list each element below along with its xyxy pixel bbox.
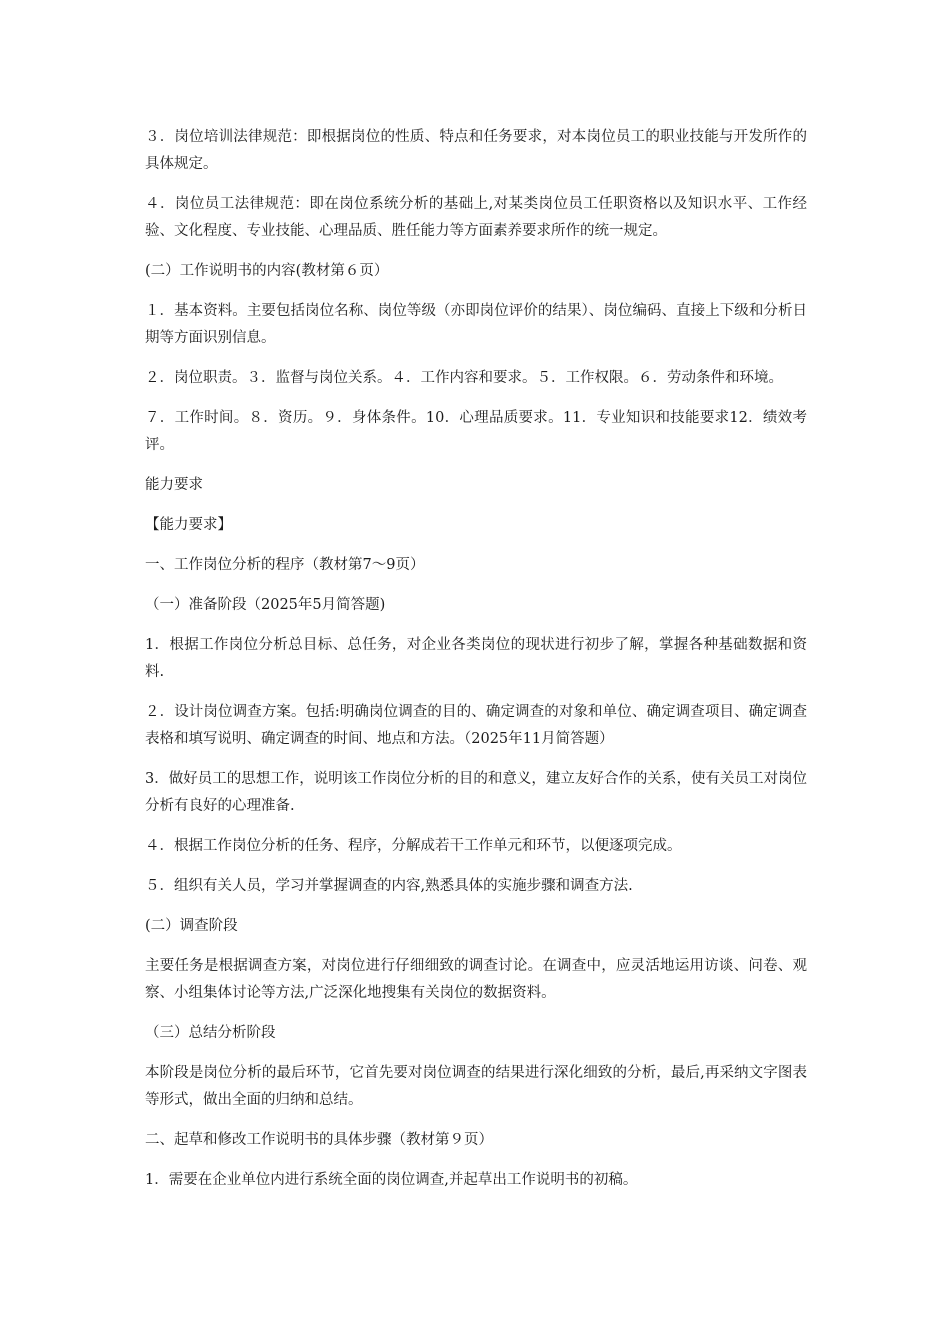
paragraph-post-training-law: ３．岗位培训法律规范：即根据岗位的性质、特点和任务要求，对本岗位员工的职业技能与开发所作的具体规定。: [145, 129, 807, 172]
paragraph-prep-step-4: ４．根据工作岗位分析的任务、程序，分解成若干工作单元和环节，以便逐项完成。: [145, 838, 682, 854]
paragraph-prep-step-5: ５．组织有关人员，学习并掌握调查的内容,熟悉具体的实施步骤和调查方法.: [145, 878, 633, 894]
paragraph-time-list: ７．工作时间。８．资历。９．身体条件。10．心理品质要求。11．专业知识和技能要求12．绩效考评。: [145, 410, 807, 453]
section-heading-analysis-procedure: 一、工作岗位分析的程序（教材第7～9页）: [145, 557, 425, 573]
subheading-summary-stage: （三）总结分析阶段: [145, 1025, 276, 1041]
paragraph-prep-step-1: 1．根据工作岗位分析总目标、总任务，对企业各类岗位的现状进行初步了解，掌握各种基础数据和资料.: [145, 637, 807, 680]
section-heading-drafting-steps: 二、起草和修改工作说明书的具体步骤（教材第９页）: [145, 1132, 493, 1148]
paragraph-prep-step-3: 3．做好员工的思想工作，说明该工作岗位分析的目的和意义，建立友好合作的关系，使有关员工对岗位分析有良好的心理准备.: [145, 771, 807, 814]
paragraph-drafting-step-1: 1．需要在企业单位内进行系统全面的岗位调查,并起草出工作说明书的初稿。: [145, 1172, 638, 1188]
document-body: [145, 124, 807, 1207]
subheading-survey-stage: (二）调查阶段: [145, 918, 238, 934]
paragraph-employee-law: ４．岗位员工法律规范：即在岗位系统分析的基础上,对某类岗位员工任职资格以及知识水平、工作经验、文化程度、专业技能、心理品质、胜任能力等方面素养要求所作的统一规定。: [145, 196, 807, 239]
subheading-preparation-stage: （一）准备阶段（2025年5月简答题): [145, 597, 386, 613]
paragraph-survey-stage: 主要任务是根据调查方案，对岗位进行仔细细致的调查讨论。在调查中，应灵活地运用访谈、问卷、观察、小组集体讨论等方法,广泛深化地搜集有关岗位的数据资料。: [145, 958, 807, 1001]
heading-ability-requirements-bracketed: 【能力要求】: [145, 517, 232, 533]
section-heading-job-description-content: (二）工作说明书的内容(教材第６页）: [145, 263, 389, 279]
paragraph-basic-info: １．基本资料。主要包括岗位名称、岗位等级（亦即岗位评价的结果）、岗位编码、直接上下级和分析日期等方面识别信息。: [145, 303, 807, 346]
paragraph-duties-list: ２．岗位职责。３．监督与岗位关系。４．工作内容和要求。５．工作权限。６．劳动条件和环境。: [145, 370, 783, 386]
paragraph-prep-step-2: ２．设计岗位调查方案。包括:明确岗位调查的目的、确定调查的对象和单位、确定调查项目、确定调查表格和填写说明、确定调查的时间、地点和方法。（2025年11月简答题）: [145, 704, 807, 747]
paragraph-summary-stage: 本阶段是岗位分析的最后环节，它首先要对岗位调查的结果进行深化细致的分析，最后,再采纳文字图表等形式，做出全面的归纳和总结。: [145, 1065, 807, 1108]
heading-ability-requirements: 能力要求: [145, 477, 203, 493]
